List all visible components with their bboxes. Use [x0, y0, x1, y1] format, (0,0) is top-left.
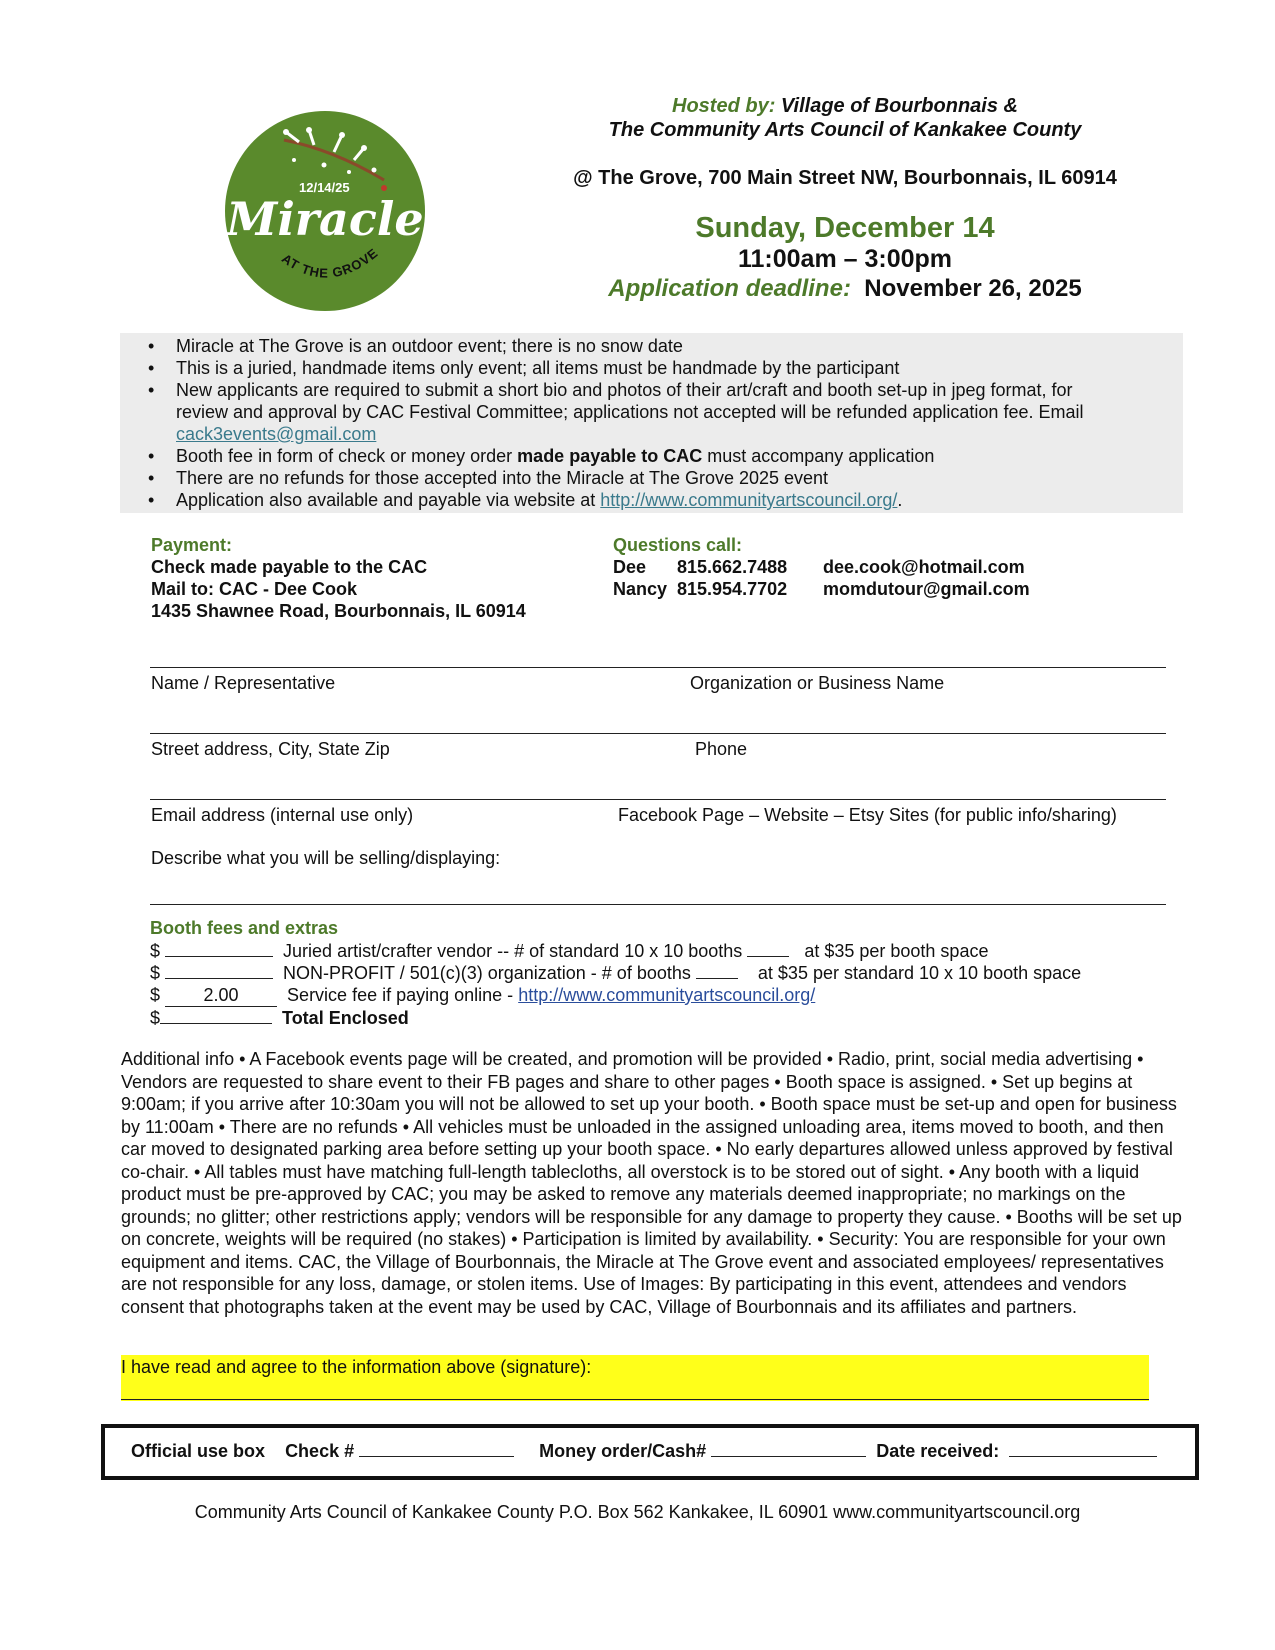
payment-line: Mail to: CAC - Dee Cook	[151, 579, 358, 599]
additional-info: Additional info • A Facebook events page will be created, and promotion will be provided • Radio, print, social media advertising • Vendors are requested to share event to their FB pages and share to other pages • Booth space is assigned. • Set up begins at 9:00am; if you arrive after 10:30am you will not be allowed to set up your booth. • Booth space must be set-up and open for business by 11:00am • There are no refunds • All vehicles must be unloaded in the assigned unloading area, items moved to booth, and then car moved to designated parking area before setting up your booth space. • No early departures allowed unless approved by festival co-chair. • All tables must have matching full-length tablecloths, all overstock is to be stored out of sight. • Any booth with a liquid product must be pre-approved by CAC; you may be asked to remove any materials deemed inappropriate; no markings on the grounds; no glitter; other restrictions apply; vendors will be responsible for any damage to property they cause. • Booths will be set up on concrete, weights will be required (no stakes) • Participation is limited by availability. • Security: You are responsible for your own equipment and items. CAC, the Village of Bourbonnais, the Miracle at The Grove event and associated employees/ representatives are not responsible for any loss, damage, or stolen items. Use of Images: By participating in this event, attendees and vendors consent that photographs taken at the event may be used by CAC, Village of Bourbonnais and its affiliates and partners.	[121, 1049, 1182, 1317]
name-label: Name / Representative	[151, 673, 336, 693]
email-label: Email address (internal use only)	[151, 805, 414, 825]
booth-row: $ Juried artist/crafter vendor -- # of standard 10 x 10 booths at $35 per booth space	[150, 940, 989, 961]
contact-row	[613, 556, 1173, 578]
phone-label: Phone	[695, 739, 748, 759]
miracle-logo	[224, 110, 426, 312]
booth-fees	[150, 918, 1150, 1030]
name-field-line[interactable]	[150, 667, 1166, 668]
org-label: Organization or Business Name	[690, 673, 945, 693]
bullet-item: • Miracle at The Grove is an outdoor event; there is no snow date	[148, 336, 683, 356]
contact-name: Nancy	[613, 579, 668, 599]
service-fee-amount: 2.00	[165, 985, 277, 1008]
info-bullets	[120, 333, 1183, 513]
payment-heading: Payment:	[151, 535, 233, 555]
check-field[interactable]	[359, 1440, 514, 1457]
footer: Community Arts Council of Kankakee County P.O. Box 562 Kankakee, IL 60901 www.communityartscouncil.org	[194, 1502, 1081, 1522]
hosted-by-1: Village of Bourbonnais &	[780, 95, 1018, 117]
logo-subtitle: AT THE GROVE	[279, 245, 382, 281]
email-field-line[interactable]	[150, 799, 1166, 800]
count-field[interactable]	[696, 962, 738, 979]
hosted-label: Hosted by:	[672, 95, 776, 117]
questions-section	[613, 534, 1173, 600]
event-date: Sunday, December 14	[695, 212, 995, 244]
bullet-item: • Booth fee in form of check or money order made payable to CAC must accompany application	[148, 446, 935, 466]
booth-heading: Booth fees and extras	[150, 918, 339, 938]
bullet-item: • This is a juried, handmade items only event; all items must be handmade by the participant	[148, 358, 900, 378]
official-label: Official use box	[131, 1441, 266, 1461]
describe-label: Describe what you will be selling/displaying:	[151, 848, 501, 868]
website-link[interactable]: http://www.communityartscouncil.org/	[600, 490, 898, 510]
hosted-by-2: The Community Arts Council of Kankakee County	[608, 119, 1082, 141]
logo-date: 12/14/25	[299, 180, 350, 195]
payment-line: 1435 Shawnee Road, Bourbonnais, IL 60914	[151, 601, 526, 621]
logo-title: Miracle	[226, 192, 424, 246]
contact-email: momdutour@gmail.com	[823, 579, 1030, 599]
signature-label: I have read and agree to the information above (signature):	[121, 1357, 592, 1377]
event-time: 11:00am – 3:00pm	[737, 245, 953, 273]
money-label: Money order/Cash#	[539, 1441, 707, 1461]
social-label: Facebook Page – Website – Etsy Sites (for public info/sharing)	[618, 805, 1117, 825]
contact-row	[613, 578, 1173, 600]
payment-section	[151, 534, 591, 622]
payment-line: Check made payable to the CAC	[151, 557, 428, 577]
street-label: Street address, City, State Zip	[151, 739, 390, 759]
booth-row: $ 2.00 Service fee if paying online - http://www.communityartscouncil.org/	[150, 985, 1150, 1008]
date-label: Date received:	[876, 1441, 1000, 1461]
deadline-date: November 26, 2025	[864, 275, 1082, 302]
contact-phone: 815.954.7702	[677, 579, 788, 599]
bullet-item: • New applicants are required to submit a short bio and photos of their art/craft and booth set-up in jpeg format, for review and approval by CAC Festival Committee; applications not accepted will be refunded application fee. Email cack3events@gmail.com	[148, 380, 1084, 444]
logo-graphic	[224, 110, 426, 312]
contact-phone: 815.662.7488	[677, 557, 788, 577]
check-label: Check #	[285, 1441, 355, 1461]
amount-field[interactable]	[165, 962, 273, 979]
address-field-line[interactable]	[150, 733, 1166, 734]
amount-field[interactable]	[165, 940, 273, 957]
contact-name: Dee	[613, 557, 647, 577]
describe-field-line[interactable]	[150, 904, 1166, 905]
hosted-by	[540, 94, 1150, 118]
official-use-row	[131, 1440, 1157, 1462]
total-field[interactable]	[160, 1007, 272, 1024]
signature-field-line[interactable]	[121, 1399, 1149, 1400]
booth-row: $ Total Enclosed	[150, 1008, 409, 1028]
event-address: @ The Grove, 700 Main Street NW, Bourbonnais, IL 60914	[573, 167, 1117, 189]
deadline-label: Application deadline	[608, 275, 843, 302]
application-deadline: Application deadline: November 26, 2025	[608, 275, 1082, 302]
bullet-item: • Application also available and payable via website at http://www.communityartscouncil.org/.	[148, 490, 903, 510]
date-field[interactable]	[1009, 1440, 1157, 1457]
questions-heading: Questions call:	[613, 535, 743, 555]
booth-row: $ NON-PROFIT / 501(c)(3) organization - # of booths at $35 per standard 10 x 10 booth space	[150, 963, 1082, 983]
count-field[interactable]	[747, 940, 789, 957]
contact-email: dee.cook@hotmail.com	[823, 557, 1025, 577]
email-link[interactable]: cack3events@gmail.com	[176, 424, 377, 444]
bullet-item: • There are no refunds for those accepted into the Miracle at The Grove 2025 event	[148, 468, 829, 488]
website-link[interactable]: http://www.communityartscouncil.org/	[518, 984, 816, 1005]
event-header	[540, 94, 1150, 304]
money-field[interactable]	[711, 1440, 866, 1457]
